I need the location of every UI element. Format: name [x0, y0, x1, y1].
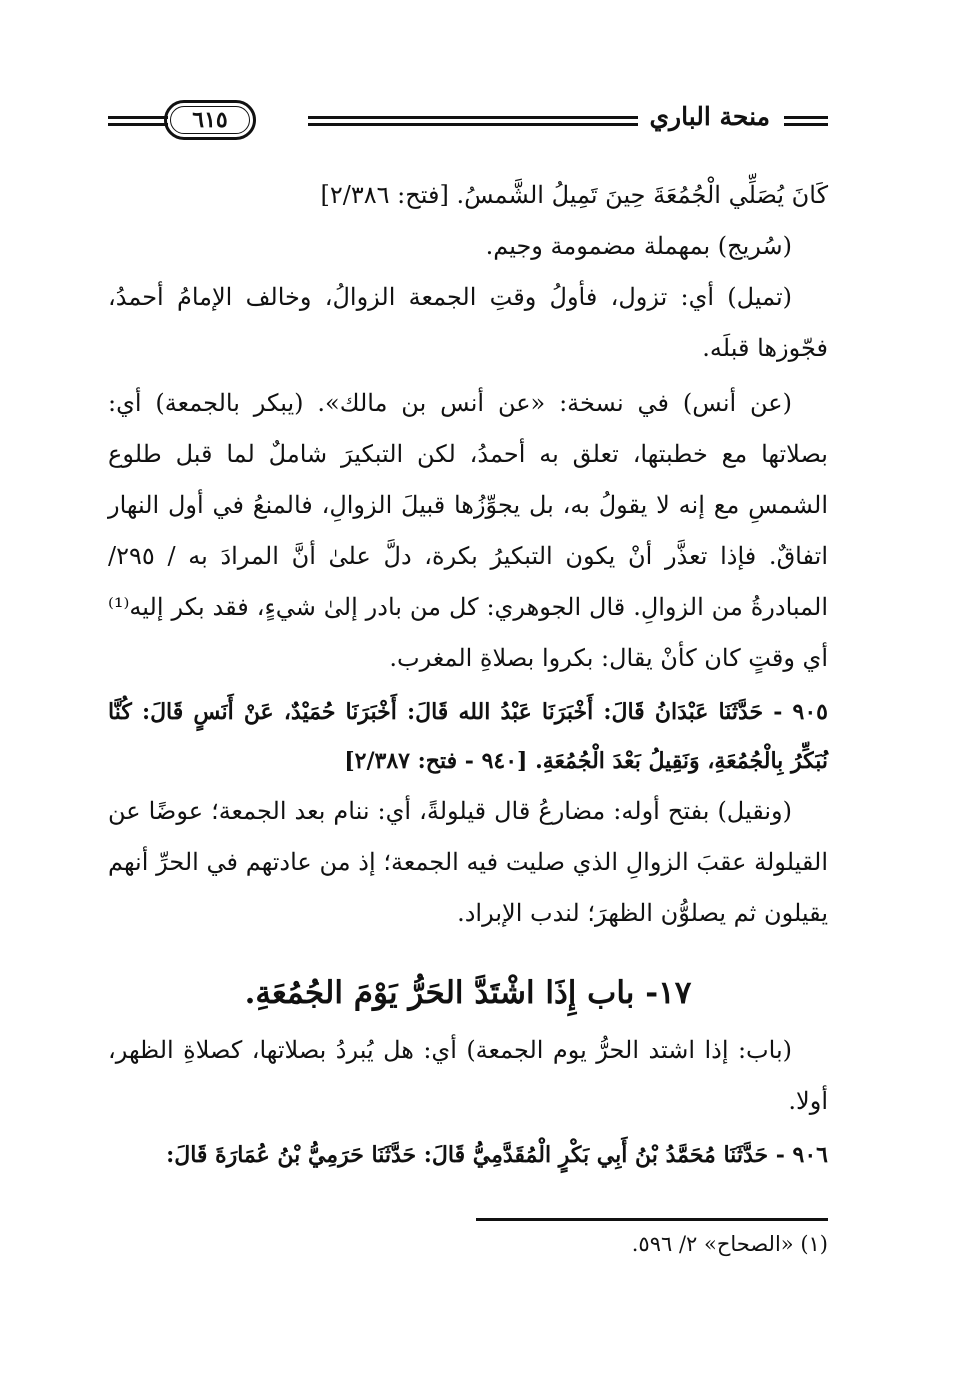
page-number: [164, 100, 256, 140]
header-rule-right: [784, 116, 828, 126]
page: [108, 0, 828, 1389]
hadith-906: ٩٠٦ - حَدَّثَنَا مُحَمَّدُ بْنُ أَبِي بَكْرٍ الْمُقَدَّمِيُّ قَالَ: حَدَّثَنَا حَرَمِيُّ بْنُ عُمَارَةَ قَالَ:: [166, 1142, 828, 1168]
paragraph-naqil: (ونقيل) بفتح أوله: مضارعُ قال قيلولةً، أي: ننام بعد الجمعة؛ عوضًا عن القيلولة عقبَ الزوالِ الذي صليت فيه الجمعة؛ إذ من عادتهم في الحرِّ أنهم يقيلون ثم يصلوُّن الظهرَ؛ لندب الإبراد.: [108, 797, 828, 927]
paragraph-anas: (عن أنس) في نسخة: «عن أنس بن مالك». (يبكر بالجمعة) أي: بصلاتها مع خطبتها، تعلق به أحمدُ، لكن التبكيرَ شاملٌ لما قبل طلوع الشمسِ مع إنه لا يقولُ به، بل يجوِّزُها قبيلَ الزوالِ، فالمنعُ في أول النهار اتفاقٌ. فإذا تعذَّر أنْ يكون التبكيرُ بكرة، دلَّ علىٰ أنَّ المرادَ به / ٢٩٥/ المبادرةُ من الزوالِ. قال الجوهري: كل من بادر إلىٰ شيءٍ، فقد بكر إليه⁽¹⁾ أي وقتٍ كان كأنْ يقال: بكروا بصلاةِ المغرب.: [108, 389, 828, 672]
page-number-text: ٦١٥: [192, 107, 228, 133]
paragraph-surayj: (سُريج) بمهملة مضمومة وجيم.: [485, 232, 792, 260]
footnote-divider: [476, 1218, 828, 1221]
page-header: [108, 96, 828, 146]
paragraph-tamil: (تميل) أي: تزول، فأولُ وقتِ الجمعة الزوالُ، وخالف الإمامُ أحمدُ، فجّوزها قبلَه.: [108, 283, 828, 362]
paragraph-hadith-continuation: كَانَ يُصَلِّي الْجُمُعَةَ حِينَ تَمِيلُ الشَّمسُ. [فتح: ٢/٣٨٦]: [320, 181, 828, 209]
body-text: [108, 170, 828, 1180]
book-title: منحة الباري: [649, 102, 770, 131]
chapter-heading: ١٧- باب إِذَا اشْتَدَّ الحَرُّ يَوْمَ الجُمُعَةِ.: [244, 975, 692, 1011]
paragraph-bab: (باب: إذا اشتد الحرُّ يوم الجمعة) أي: هل يُبردُ بصلاتها، كصلاةِ الظهر، أولا.: [108, 1036, 828, 1115]
header-rule-middle: [308, 116, 638, 126]
footnote: (١) «الصحاح» ٢/ ٥٩٦.: [631, 1232, 828, 1256]
hadith-905: ٩٠٥ - حَدَّثَنَا عَبْدَانُ قَالَ: أَخْبَرَنَا عَبْدُ الله قَالَ: أَخْبَرَنَا حُمَيْدٌ، عَنْ أَنَسٍ قَالَ: كُنَّا نُبَكِّرُ بِالْجُمُعَةِ، وَنَقِيلُ بَعْدَ الْجُمُعَةِ. [٩٤٠ - فتح: ٢/٣٨٧]: [108, 699, 828, 774]
header-rule-left: [108, 116, 168, 126]
